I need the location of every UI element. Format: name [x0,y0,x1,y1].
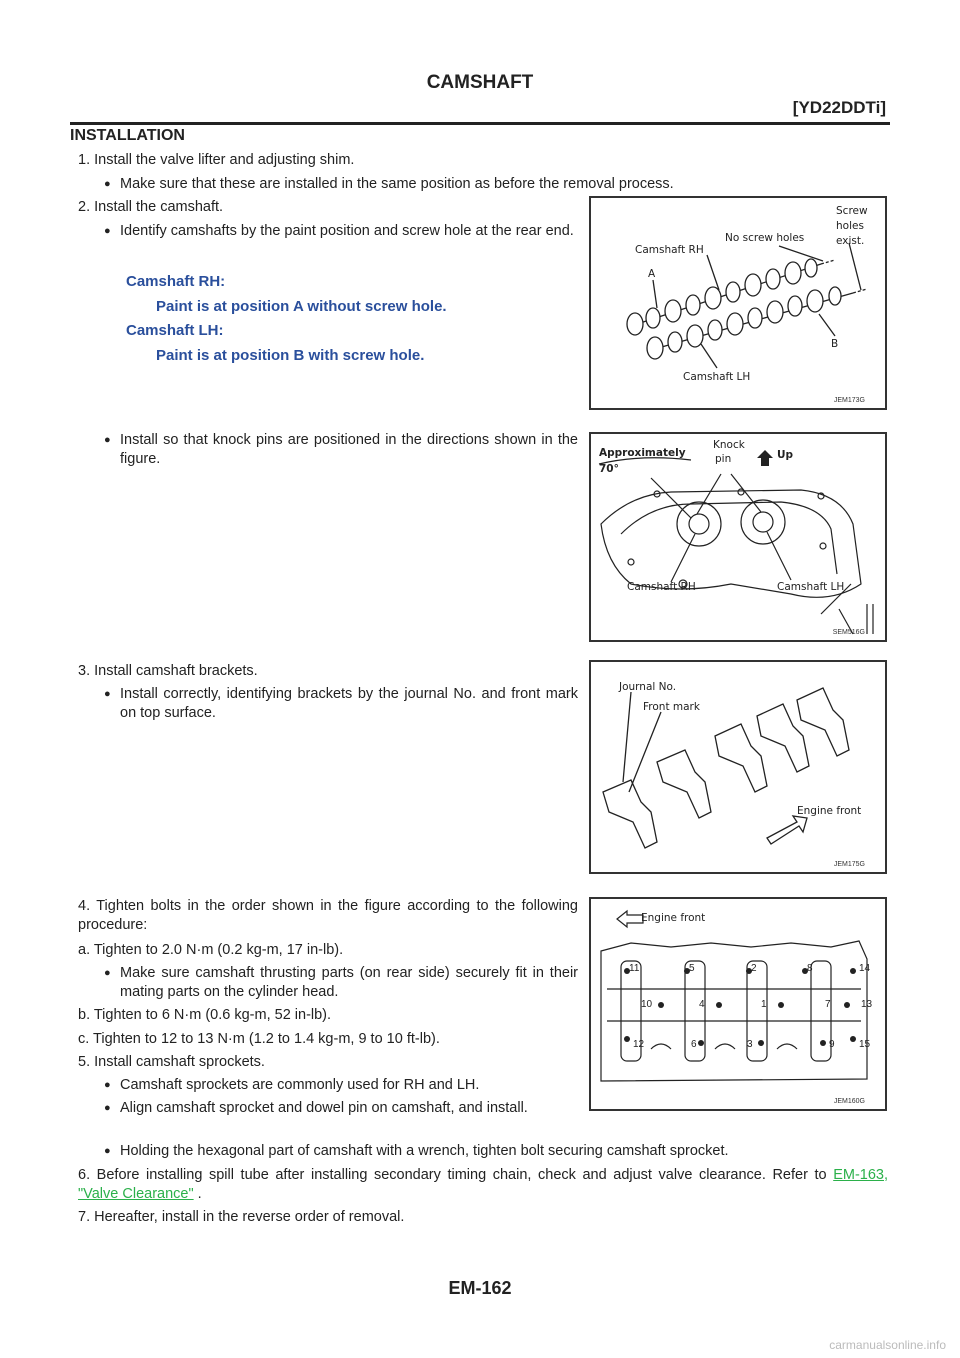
fig1-caption: JEM173G [833,397,865,404]
step-5-bullet-1: ● Camshaft sprockets are commonly used for RH and LH. [120,1076,578,1095]
spec-rh-value: Paint is at position A without screw hole. [156,298,447,315]
bolt-6: 6 [691,1039,697,1050]
step-3-bullet-1: ● Install correctly, identifying brackets by the journal No. and front mark on top surface. [120,685,578,723]
bolt-11: 11 [629,963,640,974]
watermark: carmanualsonline.info [829,1338,946,1352]
fig4-caption: JEM160G [833,1098,865,1105]
fig2-label-pin: pin [715,453,732,465]
fig3-label-journal: Journal No. [619,681,677,693]
section-title: INSTALLATION [70,127,185,144]
step-6 [78,1166,888,1204]
camshafts-illustration [591,198,885,408]
fig3-label-front: Front mark [643,701,700,713]
bolt-2: 2 [751,963,757,974]
fig1-label-screw1: Screw [836,205,868,217]
step-2-bullet-1: ● Identify camshafts by the paint position and screw hole at the rear end. [120,222,578,241]
fig2-label-approx: Approximately [599,447,686,459]
fig4-label-engine: Engine front [641,912,706,924]
fig3-caption: JEM175G [833,861,865,868]
engine-code: [YD22DDTi] [792,98,886,117]
bolt-15: 15 [859,1039,871,1050]
tightening-order-illustration [591,899,885,1109]
step-2: 2. Install the camshaft. [78,199,224,215]
figure-tightening-order [589,897,887,1111]
fig2-label-lh: Camshaft LH [777,581,845,593]
step-1-bullet-1: ● Make sure that these are installed in the same position as before the removal process. [120,175,880,194]
bolt-10: 10 [641,999,653,1010]
bolt-4: 4 [699,999,705,1010]
bolt-9: 9 [829,1039,835,1050]
fig1-label-rh: Camshaft RH [635,244,704,256]
step-2-bullet-2: ● Install so that knock pins are positioned in the directions shown in the figure. [120,431,578,469]
fig2-label-deg: 70° [599,463,619,475]
fig1-label-lh: Camshaft LH [683,371,751,383]
fig1-label-noscrew: No screw holes [725,232,805,244]
step-4-text: 4. Tighten bolts in the order shown in the figure according to the following procedure: [78,898,578,933]
step-5-bullet-2: ● Align camshaft sprocket and dowel pin on camshaft, and install. [120,1099,578,1118]
knock-pin-illustration [591,434,885,640]
figure-camshafts [589,196,887,410]
engine-front-arrow-icon [617,911,643,927]
up-arrow-icon [757,450,773,466]
step-4 [78,897,578,935]
step-7: 7. Hereafter, install in the reverse order of removal. [78,1209,405,1225]
engine-front-arrow-icon [767,816,807,844]
step-4c: c. Tighten to 12 to 13 N·m (1.2 to 1.4 kg-m, 9 to 10 ft-lb). [78,1031,440,1047]
step-6-text: 6. Before installing spill tube after installing secondary timing chain, check and adjust valve clearance. Refer to [78,1167,827,1183]
figure-knock-pins [589,432,887,642]
step-3: 3. Install camshaft brackets. [78,663,258,679]
valve-clearance-link[interactable]: EM-163, "Valve Clearance" [78,1167,888,1202]
fig3-label-engine: Engine front [797,805,862,817]
page-title: CAMSHAFT [426,72,534,93]
fig1-label-screw3: exist. [836,235,865,247]
bolt-12: 12 [633,1039,645,1050]
fig2-label-up: Up [777,449,794,461]
bolt-1: 1 [761,999,767,1010]
page-number: EM-162 [448,1278,512,1298]
fig1-label-b: B [831,338,839,350]
bolt-8: 8 [807,963,813,974]
fig1-label-a: A [648,268,656,280]
bolt-14: 14 [859,963,871,974]
fig2-label-rh: Camshaft RH [627,581,696,593]
step-4a-bullet-1: ● Make sure camshaft thrusting parts (on rear side) securely fit in their mating parts on the cylinder head. [120,964,578,1002]
fig1-label-screw2: holes [836,220,864,232]
step-4b: b. Tighten to 6 N·m (0.6 kg-m, 52 in-lb). [78,1007,332,1023]
header-rule [70,122,890,125]
spec-lh-value: Paint is at position B with screw hole. [156,347,425,364]
figure-camshaft-brackets [589,660,887,874]
fig2-label-knock: Knock [713,439,745,451]
step-5-bullet-3: ● Holding the hexagonal part of camshaft with a wrench, tighten bolt securing camshaft sprocket. [120,1142,880,1161]
fig2-caption: SEM516G [832,629,865,636]
brackets-illustration [591,662,885,872]
step-6-end: . [193,1186,202,1202]
bolt-13: 13 [861,999,873,1010]
bolt-5: 5 [689,963,695,974]
bolt-3: 3 [747,1039,753,1050]
spec-rh-label: Camshaft RH: [126,273,226,290]
step-1: 1. Install the valve lifter and adjusting shim. [78,152,355,168]
spec-lh-label: Camshaft LH: [126,322,224,339]
step-4a: a. Tighten to 2.0 N·m (0.2 kg-m, 17 in-lb). [78,942,344,958]
bolt-7: 7 [825,999,831,1010]
step-5: 5. Install camshaft sprockets. [78,1054,265,1070]
